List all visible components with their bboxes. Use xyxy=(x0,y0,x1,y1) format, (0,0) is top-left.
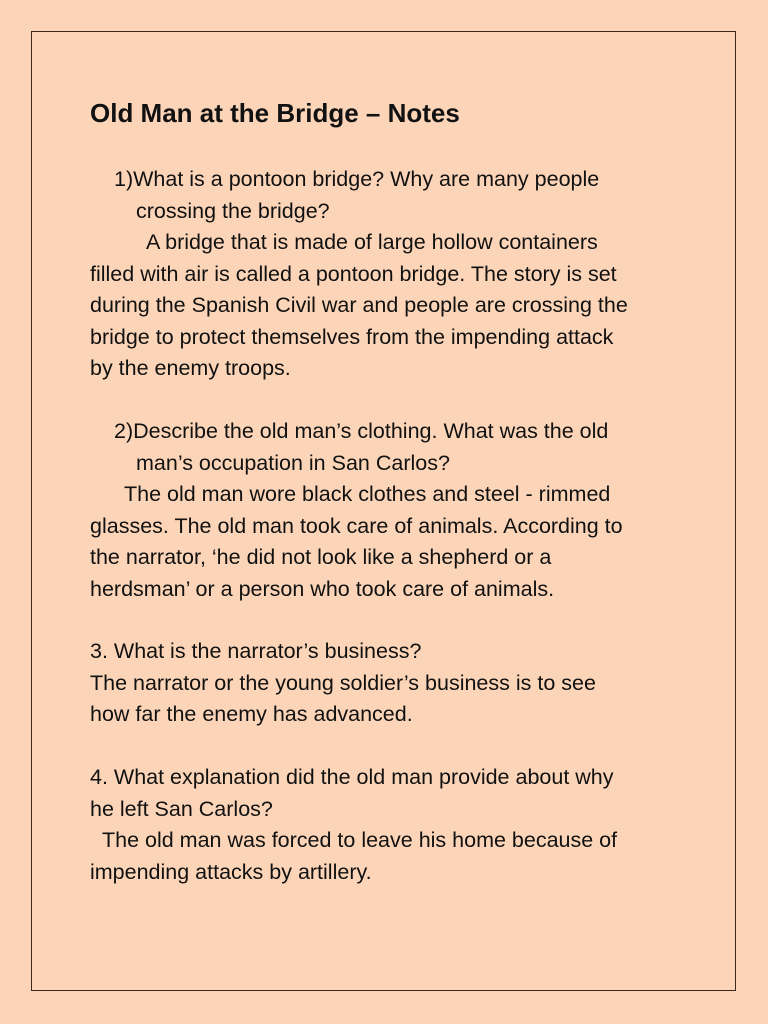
answer-2-line-2: glasses. The old man took care of animals. According to xyxy=(90,513,623,538)
answer-2-line-3: the narrator, ‘he did not look like a shepherd or a xyxy=(90,545,552,569)
note-section-2 xyxy=(90,416,690,605)
answer-2-line-1: The old man wore black clothes and steel - rimmed xyxy=(124,482,611,506)
question-1-line-1: 1)What is a pontoon bridge? Why are many people xyxy=(114,167,600,191)
note-section-4 xyxy=(90,762,690,888)
answer-1-line-2: filled with air is called a pontoon bridge. The story is set xyxy=(90,261,617,286)
answer-2-line-4: herdsman’ or a person who took care of animals. xyxy=(90,576,555,601)
question-3-line-1: 3. What is the narrator’s business? xyxy=(90,639,422,663)
page-title: Old Man at the Bridge – Notes xyxy=(90,98,460,128)
answer-3-line-2: how far the enemy has advanced. xyxy=(90,702,413,726)
answer-1-line-5: by the enemy troops. xyxy=(90,356,291,380)
answer-1-line-3: during the Spanish Civil war and people are crossing the xyxy=(90,293,628,317)
question-4-line-1: 4. What explanation did the old man provide about why xyxy=(90,765,614,789)
answer-1-line-4: bridge to protect themselves from the impending attack xyxy=(90,324,614,349)
question-2-line-1: 2)Describe the old man’s clothing. What was the old xyxy=(114,419,609,443)
answer-4-line-2: impending attacks by artillery. xyxy=(90,859,372,884)
question-2-line-2: man’s occupation in San Carlos? xyxy=(136,450,450,475)
answer-4-line-1: The old man was forced to leave his home because of xyxy=(102,828,618,852)
question-4-line-2: he left San Carlos? xyxy=(90,796,273,821)
note-section-3 xyxy=(90,636,690,731)
answer-3-line-1: The narrator or the young soldier’s business is to see xyxy=(90,670,596,695)
question-1-line-2: crossing the bridge? xyxy=(136,198,330,223)
answer-1-line-1: A bridge that is made of large hollow containers xyxy=(146,230,598,254)
note-section-1 xyxy=(90,164,690,385)
